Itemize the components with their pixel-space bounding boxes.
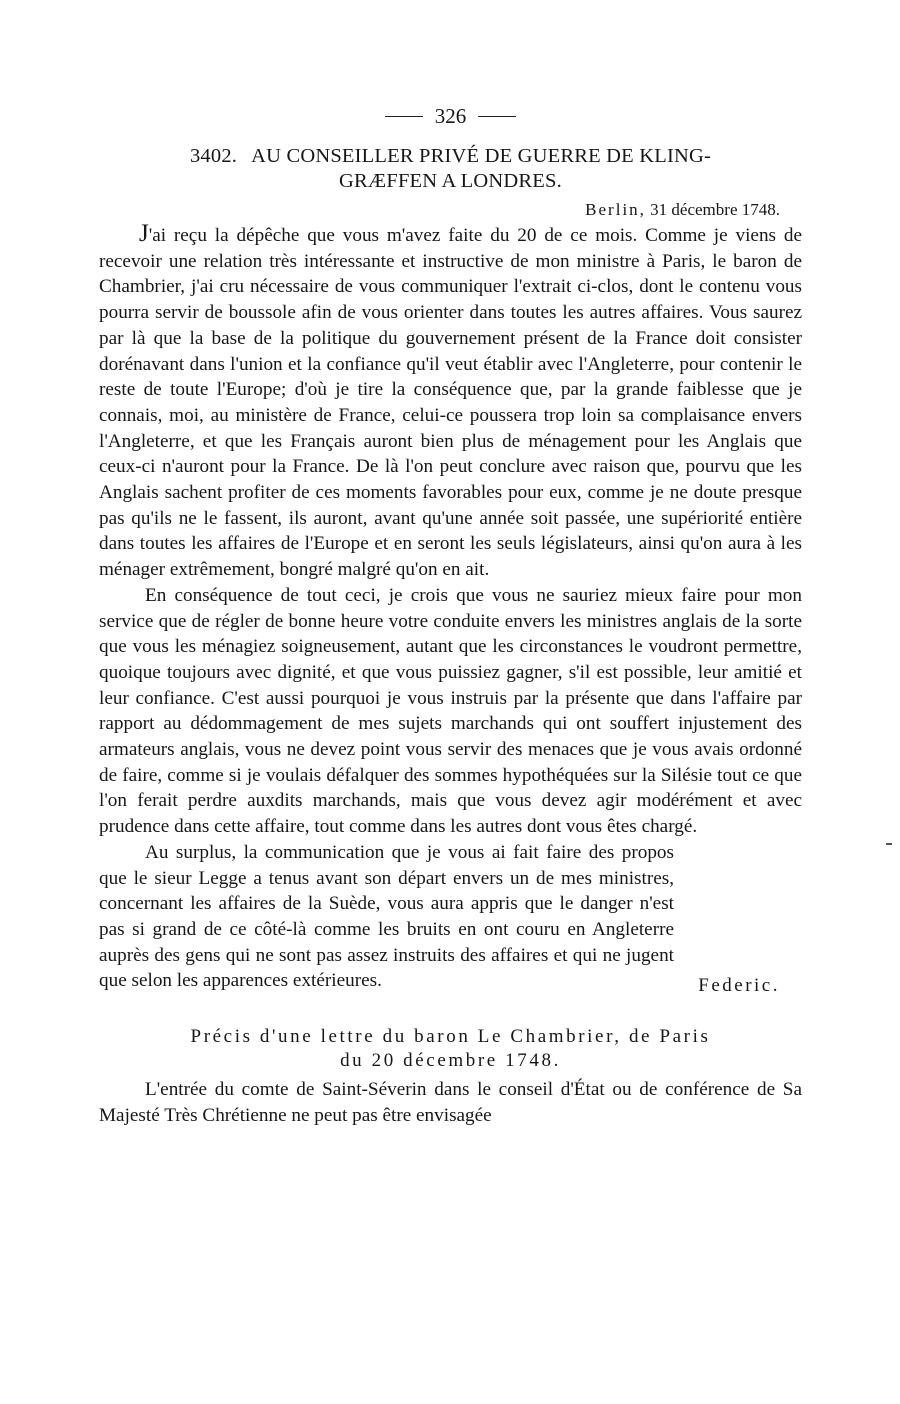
letter-title-line1: AU CONSEILLER PRIVÉ DE GUERRE DE KLING- bbox=[251, 145, 712, 167]
signature: Federic. bbox=[698, 975, 780, 997]
precis-title-line2: du 20 décembre 1748. bbox=[340, 1050, 561, 1072]
header-left-rule bbox=[385, 116, 423, 117]
date-place: Berlin, bbox=[585, 200, 646, 219]
letter-paragraph-1 bbox=[99, 221, 802, 583]
scan-mark bbox=[886, 843, 892, 845]
letter-dateline bbox=[99, 199, 802, 221]
letter-number: 3402. bbox=[189, 145, 238, 167]
drop-cap: J bbox=[139, 220, 149, 247]
paragraph-text: Au surplus, la communication que je vous ai fait faire des propos que le sieur Legge a tenus avant son départ envers un de mes ministres, concernant les affaires de la Suède, vous aura appris que le danger n'est pas si grand de ce côté-là comme les bruits en ont couru en Angleterre auprès des gens qui ne sont pas assez instruits des affaires et qui ne jugent que selon les apparences extérieures. bbox=[99, 841, 674, 992]
date-text: 31 décembre 1748. bbox=[650, 200, 780, 219]
precis-title-line1: Précis d'une lettre du baron Le Chambrier, de Paris bbox=[190, 1026, 711, 1048]
header-right-rule bbox=[478, 116, 516, 117]
precis-heading bbox=[99, 1025, 802, 1073]
page-header bbox=[99, 96, 802, 136]
paragraph-text: En conséquence de tout ceci, je crois que vous ne sauriez mieux faire pour mon service que de régler de bonne heure votre conduite envers les ministres anglais de la sorte que vous les ménagiez soigneusement, autant que les circonstances le voudront permettre, quoique toujours avec dignité, et que vous puissiez gagner, s'il est possible, leur amitié et leur confiance. C'est aussi pourquoi je vous instruis par la présente que dans l'affaire par rapport au dédommagement de mes sujets marchands qui ont souffert injustement des armateurs anglais, vous ne devez point vous servir des menaces que je vous avais ordonné de faire, comme si je voulais défalquer des sommes hypothéquées sur la Silésie tout ce que l'on ferait perdre auxdits marchands, mais que vous devez agir modérément et avec prudence dans cette affaire, tout comme dans les autres dont vous êtes chargé. bbox=[99, 584, 802, 838]
page-number: 326 bbox=[434, 103, 467, 128]
letter-title-line2: GRÆFFEN A LONDRES. bbox=[339, 170, 562, 192]
paragraph-text: 'ai reçu la dépêche que vous m'avez faite du 20 de ce mois. Comme je viens de recevoir une relation très intéressante et instructive de mon ministre à Paris, le baron de Chambrier, j'ai cru nécessaire de vous communiquer l'extrait ci-clos, dont le contenu vous pourra servir de boussole afin de vous orienter dans toutes les autres affaires. Vous saurez par là que la base de la politique du gouvernement présent de la France doit consister dorénavant dans l'union et la confiance qu'il veut établir avec l'Angleterre, pour contenir le reste de toute l'Europe; d'où je tire la conséquence que, par la grande faiblesse que je connais, moi, au ministère de France, celui-ce poussera trop loin sa complaisance envers l'Angleterre, et que les Français auront bien plus de ménagement pour les Anglais que ceux-ci n'auront pour la France. De là l'on peut conclure avec raison que, pourvu que les Anglais sachent profiter de ces moments favorables pour eux, comme je ne doute presque pas qu'ils ne le fassent, ils auront, avant qu'une année soit passée, une supériorité entière dans toutes les affaires de l'Europe et en seront les seuls législateurs, ainsi qu'on aura à les ménager extrêmement, bongré malgré qu'on en ait. bbox=[99, 225, 802, 581]
precis-paragraph: L'entrée du comte de Saint-Séverin dans le conseil d'État ou de conférence de Sa Majesté Très Chrétienne ne peut pas être envisagée bbox=[99, 1079, 802, 1126]
letter-heading bbox=[99, 144, 802, 194]
letter-paragraph-2 bbox=[99, 583, 802, 840]
letter-paragraph-3 bbox=[99, 840, 802, 994]
book-page bbox=[99, 96, 802, 1129]
